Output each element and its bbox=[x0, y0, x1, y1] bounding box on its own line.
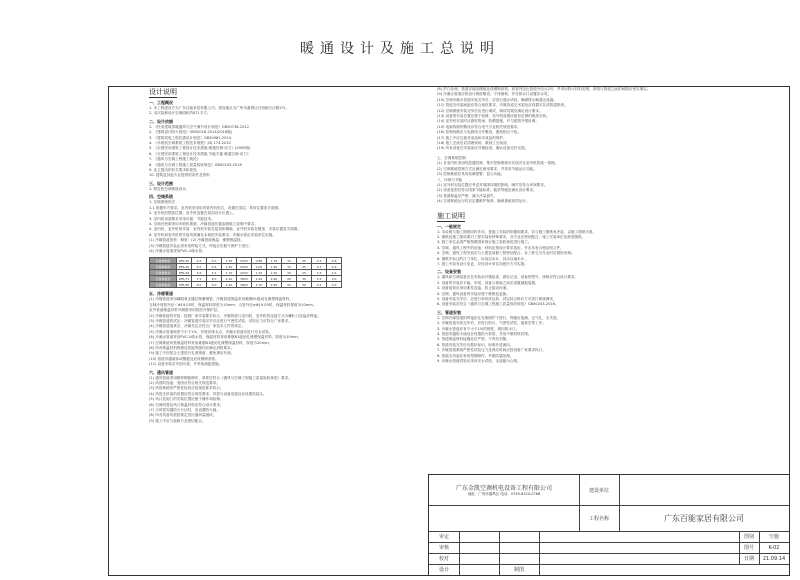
note-line: 6. 室外机和室内机的安装均需满足本规范安装要求，冷凝水管由安装单位实施。 bbox=[149, 232, 276, 237]
note-line: (4) 冷媒管道抽真空、冷媒充注应符合厂家技术文件的规定。 bbox=[149, 324, 246, 329]
table-cell: 7.1 bbox=[192, 276, 207, 282]
design-section bbox=[149, 119, 417, 179]
approve-label: 审定 bbox=[429, 531, 460, 542]
table-cell: 1.50 bbox=[222, 264, 237, 270]
note-line: (3) 冷媒管道安装必须采用焊接方式，焊接应在氮气保护下进行。 bbox=[149, 243, 253, 248]
right-notes-column bbox=[437, 87, 782, 366]
table-cell: 3.0 bbox=[327, 282, 342, 288]
parameter-table bbox=[149, 257, 342, 288]
title-block-project-row bbox=[429, 505, 789, 532]
check-label: 校对 bbox=[429, 553, 460, 564]
note-line: 2. 图纸及施工图说明对工程安装有特殊要求，各专业应密切配合，施工安装单位应熟悉图纸。 bbox=[437, 234, 586, 239]
table-cell: 3.4 bbox=[312, 282, 327, 288]
note-line: (4) 冷凝水管道采用PVC-U给水管。 bbox=[149, 248, 206, 253]
note-line: 4. 空调、通风工程中的设备、材料应按设计要求选用，并应具有合格证明文件。 bbox=[437, 245, 564, 250]
construction-heading: 施工说明 bbox=[437, 211, 465, 220]
table-cell: 6.3 bbox=[207, 270, 222, 276]
note-line: 1. 空调系统形式 bbox=[149, 200, 176, 205]
note-line: (3) 冷媒管道的试压：冷媒管道安装完毕后应进行气密性试验，试验压力应符合厂家要求。 bbox=[149, 318, 292, 323]
note-line: 6. 《全国民用建筑工程设计技术措施 节能专篇 暖通空调·动力》 bbox=[149, 151, 251, 156]
section-heading: 五、冷媒管道 bbox=[149, 291, 173, 297]
note-line: 1. 本说明与施工图纸同时作用，是施工安装的依据和要求，若与施工图纸有矛盾，以施工图纸为准。 bbox=[437, 229, 597, 234]
tb-row-4 bbox=[429, 564, 789, 575]
right-top-notes bbox=[437, 87, 782, 152]
section-heading: 六、通风管道 bbox=[149, 369, 173, 375]
note-line: 1.1 根据甲方要求，室内机采用用风管内机形式，设置在顶层，具体位置见平面图。 bbox=[149, 205, 282, 210]
note-line: (7) 空调系统风管保温材料采用难燃B1级闭孔橡塑保温材料，厚度为20mm。 bbox=[149, 340, 273, 345]
table-cell: 5.6 bbox=[192, 270, 207, 276]
note-line: 3. 施工单位必须严格按照国家现行施工验收规范进行施工。 bbox=[437, 240, 532, 245]
note-line: 2. 室外机的摆放位置；室外机放置在屋顶设计位置上。 bbox=[149, 211, 237, 216]
table-cell: 5.6 bbox=[207, 264, 222, 270]
table-row-header: 设备参数表 bbox=[150, 270, 177, 276]
note-line: 2. 设备的安装应平稳、牢固，设备与基础之间应设置减振装置。 bbox=[437, 280, 539, 285]
approve-sign bbox=[499, 531, 540, 542]
design-notes-heading: 设计说明 bbox=[149, 88, 177, 96]
note-line: (9) 冷凝水管道应按设计坡度敷设，不得倒坡，并在排水口设置存水弯。 bbox=[437, 92, 552, 97]
block-heading: 一、一般规定 bbox=[437, 223, 461, 229]
block-heading: 三、管道安装 bbox=[437, 309, 461, 315]
note-line: 5. 空调、通风工程安装应与土建及装修工程密切配合，各工种交叉作业时应做好协调。 bbox=[437, 251, 575, 256]
table-cell: 25 bbox=[297, 258, 312, 264]
note-line: 3. 设备接管应采用柔性连接，防止振动传递。 bbox=[437, 286, 510, 291]
date-value: 21.09.14 bbox=[762, 555, 786, 562]
note-line: (10) 管道穿越墙体或楼板处应设钢制套管。 bbox=[149, 356, 219, 361]
approve-value bbox=[459, 531, 500, 542]
table-cell: 8.0 bbox=[192, 282, 207, 288]
note-line: (2) 风管的连接、加固应符合相关规范要求。 bbox=[149, 381, 220, 386]
table-row-header: 设备参数表 bbox=[150, 258, 177, 264]
company-info: 地址：广州市番禺区 电话：0745-8220-0766 bbox=[467, 492, 541, 496]
review-value bbox=[459, 542, 500, 553]
blank-cell bbox=[429, 505, 580, 531]
note-line: (14) 室外机安装时应做好防雨、防晒措施，并与建筑外观协调。 bbox=[437, 119, 539, 124]
note-line: (5) 风口及阀门的安装位置应便于操作和检修。 bbox=[149, 397, 224, 402]
design-label: 设计 bbox=[429, 564, 460, 575]
construction-blocks bbox=[437, 224, 782, 365]
note-line: (8) 所有保温材料的燃烧性能等级均应满足消防要求。 bbox=[149, 346, 235, 350]
table-cell: 1.50 bbox=[252, 276, 267, 282]
design-sections bbox=[149, 100, 417, 424]
note-line: (4) 空调系统运行时应定期维护保养，确保系统高效运行。 bbox=[437, 199, 530, 204]
note-line: 7. 冷媒管道系统严密性试验压力及保压时间应按设备厂家要求执行。 bbox=[437, 348, 546, 353]
construction-block bbox=[437, 310, 782, 365]
note-line: 1. 通风和空调设备应在安装前开箱检查，做好记录，设备的型号、规格应符合设计要求。 bbox=[437, 275, 579, 280]
note-line: 3. 《建筑机电工程抗震设计规范》GB50981-2014 bbox=[149, 135, 232, 140]
table-cell: 15 bbox=[282, 270, 297, 276]
note-line: 1. 本工程建设方为广东百能家居有限公司，建设地点为广州市番禺区石西街石沙路2号。 bbox=[149, 106, 289, 110]
construction-block bbox=[437, 224, 782, 268]
project-name: 广东百能家居有限公司 bbox=[664, 513, 744, 523]
table-cell: 8.0 bbox=[207, 276, 222, 282]
note-line: 1. 附近热空调系统设计。 bbox=[149, 186, 190, 191]
right-mid-notes bbox=[437, 156, 782, 205]
table-cell: 15 bbox=[282, 264, 297, 270]
table-cell: 20 bbox=[282, 282, 297, 288]
note-line: 10. 建筑及其他专业提供的条件及资料 bbox=[149, 173, 210, 178]
review-label: 审核 bbox=[429, 542, 460, 553]
note-line: 5. 设备安装完毕后，应进行单机试运转，试运转合格后方可进行系统调试。 bbox=[437, 297, 557, 301]
drawing-name-cell-3 bbox=[539, 553, 740, 564]
note-line: (18) 施工完成后应清理现场，做到工完场清。 bbox=[437, 141, 511, 146]
note-line: (8) 护口处理，管道穿墙及楼板处设钢制套管，套管内径比管道外径大2号，并采用防火材料封堵，套管与管道之间的间隙应密实填实。 bbox=[437, 87, 651, 91]
section-heading: 二、设计依据 bbox=[149, 118, 173, 124]
check-value bbox=[459, 553, 500, 564]
note-line: 2. 冷媒管道安装完毕后，应进行吹污、气密性试验、抽真空等工序。 bbox=[437, 321, 546, 326]
no-value: K-02 bbox=[768, 544, 780, 551]
note-line: (1) 室外机安装位置应考虑对周围环境的影响，噪声应符合环保要求。 bbox=[437, 182, 548, 187]
note-line: 8. 《通风与空调工程施工质量验收规范》GB50243-2016 bbox=[149, 162, 242, 167]
note-line: 2. 《建筑设计防火规范》GB50016-2014(2018版) bbox=[149, 130, 233, 135]
table-cell: 3.3 bbox=[312, 264, 327, 270]
table-cell: 5.0 bbox=[192, 264, 207, 270]
section-heading: 一、工程概况 bbox=[149, 100, 173, 105]
design-section bbox=[149, 370, 417, 425]
note-line: 5. 管道保温材料接缝处应严密，不得有空隙。 bbox=[437, 337, 510, 342]
note-line: (11) 管道支吊架间距应符合规范要求，冷媒管道支吊架处应设置木托或防腐垫块。 bbox=[437, 103, 568, 108]
page-title: 暖通设计及施工总说明 bbox=[300, 41, 500, 57]
table-cell: 2.95 bbox=[267, 282, 282, 288]
note-line: 3. 冷凝水管道应有不小于1%的坡度，坡向排水口。 bbox=[437, 326, 520, 331]
block-heading: 二、设备安装 bbox=[437, 269, 461, 275]
note-line: 5. 《全国民用建筑工程设计技术措施 暖通空调·动力》(2009版) bbox=[149, 146, 251, 151]
design-section bbox=[149, 291, 417, 367]
table-cell: 30 bbox=[297, 282, 312, 288]
note-line: (3) 管道保温应严密，减少冷量损失。 bbox=[437, 193, 498, 198]
section-heading: 三、设计范围 bbox=[149, 180, 173, 186]
stage-value: 空施 bbox=[768, 534, 779, 540]
drawing-name-cell-2 bbox=[539, 542, 740, 553]
stage-label: 图别 bbox=[739, 531, 760, 542]
table-cell: 2.40 bbox=[222, 282, 237, 288]
table-cell: 15 bbox=[282, 258, 297, 264]
table-cell: 2.9 bbox=[327, 264, 342, 270]
note-line: (11) 设备安装应牢固可靠，并采取减振措施。 bbox=[149, 362, 223, 367]
note-line: (17) 施工中应注意对成品和半成品的保护。 bbox=[437, 135, 507, 140]
table-cell: 3.0 bbox=[327, 276, 342, 282]
note-line: (8) 所有风管均需按规定进行漏风量测试。 bbox=[149, 413, 217, 418]
note-line: (2) 设备选型应符合国家节能标准，能效等级应满足设计要求。 bbox=[437, 188, 537, 193]
table-cell: 1.95 bbox=[267, 264, 282, 270]
draw-value bbox=[539, 564, 789, 575]
table-cell: 1.25 bbox=[252, 270, 267, 276]
section-heading: 四、空调系统 bbox=[149, 194, 173, 200]
table-cell: 220V bbox=[237, 258, 252, 264]
title-block bbox=[428, 474, 789, 575]
design-value bbox=[459, 564, 500, 575]
note-line: 七、空调系统控制 bbox=[437, 155, 466, 160]
note-line: (1) 通风管道采用镀锌钢板制作，厚度应符合《通风与空调工程施工质量验收规范》要求。 bbox=[149, 375, 292, 380]
note-line: 当制冷剂管外径＜Φ19.05时，保温材料厚度为15mm；当管外径≥Φ19.05时，保温材料厚度为20mm。 bbox=[149, 302, 317, 307]
table-cell: 380V bbox=[237, 282, 252, 288]
table-cell: 3.4 bbox=[312, 276, 327, 282]
note-line: 6. 图纸中标注的尺寸单位，标高以米计，其余以毫米计。 bbox=[437, 256, 528, 261]
table-cell: KFR-71 bbox=[177, 276, 192, 282]
note-line: 4. 管道穿越防火墙处应设置防火套管，并用不燃材料封堵。 bbox=[437, 332, 532, 337]
note-line: (12) 空调系统安装完毕后应进行调试，调试结果应满足设计要求。 bbox=[437, 108, 543, 113]
table-cell: 1.05 bbox=[252, 264, 267, 270]
table-cell: KFR-50 bbox=[177, 264, 192, 270]
company-name: 广东金凯空调机电设备工程有限公司 bbox=[455, 485, 552, 492]
design-notes-column bbox=[149, 87, 417, 426]
table-cell: 2.8 bbox=[327, 258, 342, 264]
draw-label: 制图 bbox=[499, 564, 540, 575]
table-cell: 2.60 bbox=[267, 276, 282, 282]
note-line: 4. 空调、通风设备的安装应便于维修及更换。 bbox=[437, 291, 510, 296]
note-line: 1. 空调冷媒管道的焊接应在充氮保护下进行，焊缝应饱满、无气孔、无夹渣。 bbox=[437, 315, 561, 320]
note-line: (2) 空调系统控制方式应满足使用要求，并具有节能运行功能。 bbox=[437, 166, 537, 171]
design-section bbox=[149, 194, 417, 254]
note-line: (19) 所有设备在安装前应开箱检查，确认设备完好无损。 bbox=[437, 146, 529, 151]
table-cell: 25 bbox=[297, 264, 312, 270]
note-line: (16) 控制线路应与电源线分开敷设，避免相互干扰。 bbox=[437, 130, 521, 135]
table-cell: 2.9 bbox=[327, 270, 342, 276]
table-cell: 220V bbox=[237, 264, 252, 270]
note-line: 7. 施工中如有设计变更，应经设计单位同意后方可实施。 bbox=[437, 261, 528, 266]
table-cell: 30 bbox=[297, 276, 312, 282]
note-line: (1) 冷媒管道管材：铜管；(2) 冷媒管道保温：橡塑保温管。 bbox=[149, 238, 245, 243]
note-line: 3. 室内机设备要求采用可靠、节能技术。 bbox=[149, 216, 215, 221]
table-cell: 1.76 bbox=[267, 258, 282, 264]
note-line: 2. 本次装修设计空调面积约671平方。 bbox=[149, 111, 211, 116]
unit-value bbox=[619, 475, 789, 505]
table-cell: KFR-45 bbox=[177, 258, 192, 264]
table-row-header: 设备参数表 bbox=[150, 264, 177, 270]
note-line: (9) 施工中应与装修专业密切配合。 bbox=[149, 418, 206, 423]
note-line: (4) 风管支吊架的设置应符合规范要求，风管与设备连接处应设置软接头。 bbox=[149, 391, 267, 396]
table-row-header: 设备参数表 bbox=[150, 282, 177, 288]
note-line: 8. 管道支吊架应采用型钢制作，并做防腐处理。 bbox=[437, 353, 514, 358]
note-line: 6. 管道安装完毕后应做好标识，标明介质流向。 bbox=[437, 342, 514, 347]
note-line: (7) 当风管穿越防火分区时，应设置防火阀。 bbox=[149, 408, 220, 413]
note-line: (3) 控制系统应具有故障报警、显示功能。 bbox=[437, 172, 505, 177]
note-line: (6) 冷凝水管道采用PVC-U给水管，保温材料采用难燃B1级闭孔橡塑保温材料，厚度为10mm。 bbox=[149, 335, 302, 340]
note-line: 9. 冷凝水管道试验应采用充水试验，无渗漏为合格。 bbox=[437, 359, 521, 364]
title-block-company-row bbox=[429, 475, 789, 506]
table-cell: 3.3 bbox=[312, 270, 327, 276]
check-sign bbox=[499, 553, 540, 564]
review-sign bbox=[499, 542, 540, 553]
note-line: (9) 施工中应配合土建进行孔洞预留，避免事后开凿。 bbox=[149, 351, 235, 356]
table-row bbox=[150, 282, 342, 288]
note-line: (2) 冷媒管道的安装：按照厂家安装要求执行，冷媒管道与室内机、室外机的连接方式为喇叭口连接或焊接。 bbox=[149, 313, 321, 318]
note-line: (3) 风管系统的严密性检验应按规范要求执行。 bbox=[149, 386, 224, 391]
note-line: (15) 电源线路的敷设应符合电气专业相关规范要求。 bbox=[437, 124, 521, 129]
note-line: 1. 《民用建筑供暖通风与空气调节设计规范》GB50736-2012 bbox=[149, 124, 249, 129]
construction-block bbox=[437, 269, 782, 307]
table-cell: 2.20 bbox=[267, 270, 282, 276]
table-cell: 25 bbox=[297, 270, 312, 276]
table-cell: 9.0 bbox=[207, 282, 222, 288]
note-line: 4. 空调冷热源采用多联机系统，冷媒管道布置参照施工说明中要求。 bbox=[149, 221, 258, 226]
drawing-name-cell bbox=[539, 531, 740, 542]
unit-label: 建设单位 bbox=[579, 475, 620, 505]
table-cell: KFR-56 bbox=[177, 270, 192, 276]
note-line: (1) 冷媒管道采用磷脱氧无缝拉制紫铜管，冷媒管道保温采用难燃B1级闭孔橡塑保温材料。 bbox=[149, 297, 293, 302]
company-cell bbox=[429, 475, 580, 505]
table-cell: 5.0 bbox=[207, 258, 222, 264]
design-section bbox=[149, 181, 417, 192]
table-cell: 380V bbox=[237, 276, 252, 282]
table-cell: 0.88 bbox=[252, 258, 267, 264]
note-line: 6. 设备安装应符合《通风与空调工程施工质量验收规范》GB50243-2016。 bbox=[437, 302, 559, 307]
table-cell: 3.2 bbox=[312, 258, 327, 264]
note-line: (1) 各室内机采用线控器控制，集中控制系统可实现对各室内机的统一管理。 bbox=[437, 161, 559, 166]
no-label: 图号 bbox=[739, 542, 760, 553]
note-line: 4. 《多联机空调系统工程技术规程》JGJ 174-2010 bbox=[149, 141, 231, 146]
table-row-header: 设备参数表 bbox=[150, 276, 177, 282]
note-line: 室外管道保温材料外侧需采用铝箔外保护层。 bbox=[149, 308, 221, 313]
note-line: 八、环保与节能 bbox=[437, 177, 463, 182]
note-line: 7. 《通风与空调工程施工规范》 bbox=[149, 157, 201, 162]
table-cell: KFR-80 bbox=[177, 282, 192, 288]
table-cell: 20 bbox=[282, 276, 297, 282]
project-label: 工程名称 bbox=[579, 505, 620, 531]
table-cell: 1.35 bbox=[222, 258, 237, 264]
note-line: 9. 业主提出的有关要求和意见 bbox=[149, 168, 197, 173]
note-line: 5. 室内机、室外机的安装：室内机安装在屋顶和侧墙，室外机安装在楼顶，安装位置见平面图。 bbox=[149, 227, 301, 232]
table-cell: 1.70 bbox=[222, 270, 237, 276]
note-line: (10) 空调冷凝水管道安装完毕后，应进行通水试验，确保排水畅通无渗漏。 bbox=[437, 97, 557, 102]
table-cell: 4.5 bbox=[192, 258, 207, 264]
note-line: (5) 冷凝水管道坡度不小于1%，并坡向排水点，冷凝水管道应进行充水试验。 bbox=[149, 329, 273, 334]
table-cell: 1.70 bbox=[252, 282, 267, 288]
date-label: 日期 bbox=[739, 553, 760, 564]
note-line: (13) 设备的安装位置应便于检修，室外机周围应留有足够的散热空间。 bbox=[437, 114, 550, 119]
design-section bbox=[149, 100, 417, 117]
table-cell: 220V bbox=[237, 270, 252, 276]
table-cell: 2.10 bbox=[222, 276, 237, 282]
note-line: (6) 空调风管及风口保温材料应符合设计要求。 bbox=[149, 402, 224, 407]
